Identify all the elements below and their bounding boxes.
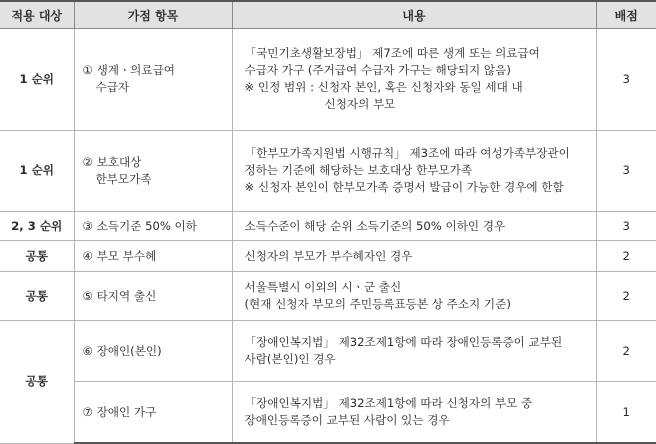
content-line: 신청자의 부모 [324,97,396,112]
header-item: 가점 항목 [74,1,232,29]
item-cell [74,271,232,321]
target-cell: 2, 3 순위 [0,211,74,240]
item-cell [74,241,232,271]
table-row [0,382,656,443]
item-line: ⑥ 장애인(본인) [82,343,162,358]
score-cell: 3 [596,29,656,131]
content-cell [232,382,596,443]
item-line: ③ 소득기준 50% 이하 [82,218,197,233]
table-row [0,29,656,131]
content-cell [232,271,596,321]
content-line: (현재 신청자 부모의 주민등록표등본 상 주소지 기준) [244,297,511,312]
content-line: 사람(본인)인 경우 [244,352,336,367]
score-cell: 2 [596,271,656,321]
score-cell: 2 [596,321,656,382]
content-cell [232,130,596,211]
table-row [0,321,656,382]
table-row [0,211,656,240]
header-target: 적용 대상 [0,1,74,29]
item-line: ⑤ 타지역 출신 [82,288,157,303]
content-line: ※ 인정 범위 : 신청자 본인, 혹은 신청자와 동일 세대 내 [244,80,523,95]
content-line: 「장애인복지법」 제32조제1항에 따라 장애인등록증이 교부된 [244,335,563,350]
item-line: ④ 부모 부수혜 [82,248,157,263]
item-line: ① 생계ㆍ의료급여 [82,63,175,78]
content-line: 「한부모가족지원법 시행규칙」 제3조에 따라 여성가족부장관이 [244,146,570,161]
score-cell: 1 [596,382,656,443]
content-line: 소득수준이 해당 순위 소득기준의 50% 이하인 경우 [244,218,506,233]
table-row [0,130,656,211]
score-cell: 3 [596,130,656,211]
item-cell [74,130,232,211]
content-line: 정하는 기준에 해당하는 보호대상 한부모가족 [244,163,473,178]
target-cell: 1 순위 [0,130,74,211]
item-line: ② 보호대상 [82,154,142,169]
target-cell: 1 순위 [0,29,74,131]
header-content: 내용 [232,1,596,29]
item-cell [74,321,232,382]
content-line: 신청자의 부모가 부수혜자인 경우 [244,248,413,263]
item-cell [74,211,232,240]
item-cell [74,382,232,443]
content-cell [232,321,596,382]
item-line: 수급자 [95,80,130,95]
content-line: 장애인등록증이 교부된 사람이 있는 경우 [244,413,450,428]
table-row [0,271,656,321]
target-cell: 공통 [0,241,74,271]
table-row [0,241,656,271]
score-cell: 3 [596,211,656,240]
content-cell [232,211,596,240]
content-line: 「국민기초생활보장법」 제7조에 따른 생계 또는 의료급여 [244,46,540,61]
header-score: 배점 [596,1,656,29]
target-cell: 공통 [0,321,74,443]
item-line: ⑦ 장애인 가구 [82,404,157,419]
content-cell [232,241,596,271]
content-line: 서울특별시 이외의 시ㆍ군 출신 [244,280,402,295]
item-cell [74,29,232,131]
content-line: 수급자 가구 (주거급여 수급자 가구는 해당되지 않음) [244,63,511,78]
target-cell: 공통 [0,271,74,321]
content-line: 「장애인복지법」 제32조제1항에 따라 신청자의 부모 중 [244,396,533,411]
score-cell: 2 [596,241,656,271]
header-row [0,1,656,29]
content-line: ※ 신청자 본인이 한부모가족 증명서 발급이 가능한 경우에 한함 [244,180,564,195]
item-line: 한부모가족 [95,171,152,186]
content-cell [232,29,596,131]
